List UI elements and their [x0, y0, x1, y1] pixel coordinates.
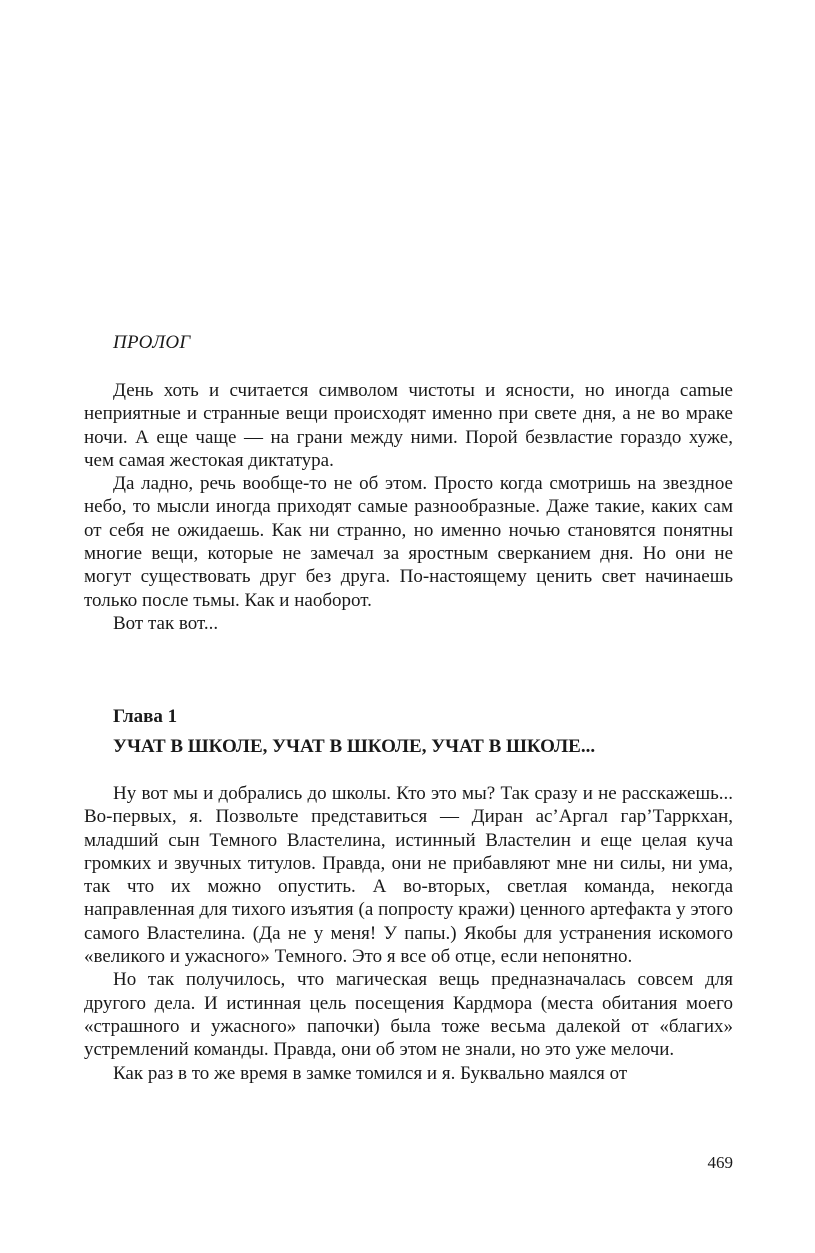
prologue-body — [84, 379, 733, 635]
prologue-paragraph: Вот так вот... — [113, 612, 219, 634]
chapter-title: УЧАТ В ШКОЛЕ, УЧАТ В ШКОЛЕ, УЧАТ В ШКОЛЕ... — [113, 736, 596, 757]
chapter-paragraph: Но так получилось, что магическая вещь предназначалась совсем для другого дела. И истинная цель посещения Кардмора (места обитания моего «страшного и ужасного» папочки) была тоже весьма далекой от «благих» устремлений команды. Правда, они об этом не знали, но это уже мелочи. — [84, 969, 733, 1061]
chapter-paragraph: Ну вот мы и добрались до школы. Кто это мы? Так сразу и не расскажешь... Во-первых, я. Позвольте представиться — Диран ас’Аргал гар’Тарркхан, младший сын Темного Властелина, истинный Властелин и еще целая куча громких и звучных титулов. Правда, они не прибавляют мне ни силы, ни ума, так что их можно опустить. А во-вторых, светлая команда, некогда направленная для тихого изъятия (а попросту кражи) ценного артефакта у этого самого Властелина. (Да не у меня! У папы.) Якобы для устранения искомого «великого и ужасного» Темного. Это я все об отце, если непонятно. — [84, 783, 733, 968]
chapter-label: Глава 1 — [113, 706, 178, 727]
chapter-body — [84, 782, 733, 1085]
prologue-paragraph: Да ладно, речь вообще-то не об этом. Просто когда смотришь на звездное небо, то мысли иногда приходят самые разнообразные. Даже такие, каких сам от себя не ожидаешь. Как ни странно, но именно ночью становятся понятны многие вещи, которые не замечал за яростным сверканием дня. Но они не могут существовать друг без друга. По-настоящему ценить свет начинаешь только после тьмы. Как и наоборот. — [84, 473, 733, 611]
prologue-title: ПРОЛОГ — [113, 332, 191, 353]
chapter-paragraph: Как раз в то же время в замке томился и я. Буквально маялся от — [113, 1062, 628, 1084]
page-number: 469 — [707, 1153, 733, 1172]
book-page — [84, 0, 733, 1253]
prologue-paragraph: День хоть и считается символом чистоты и ясности, но иногда саmые неприятные и странные вещи происходят именно при свете дня, а не во мраке ночи. А еще чаще — на грани между ними. Порой безвластие гораздо хуже, чем самая жестокая диктатура. — [84, 380, 733, 471]
